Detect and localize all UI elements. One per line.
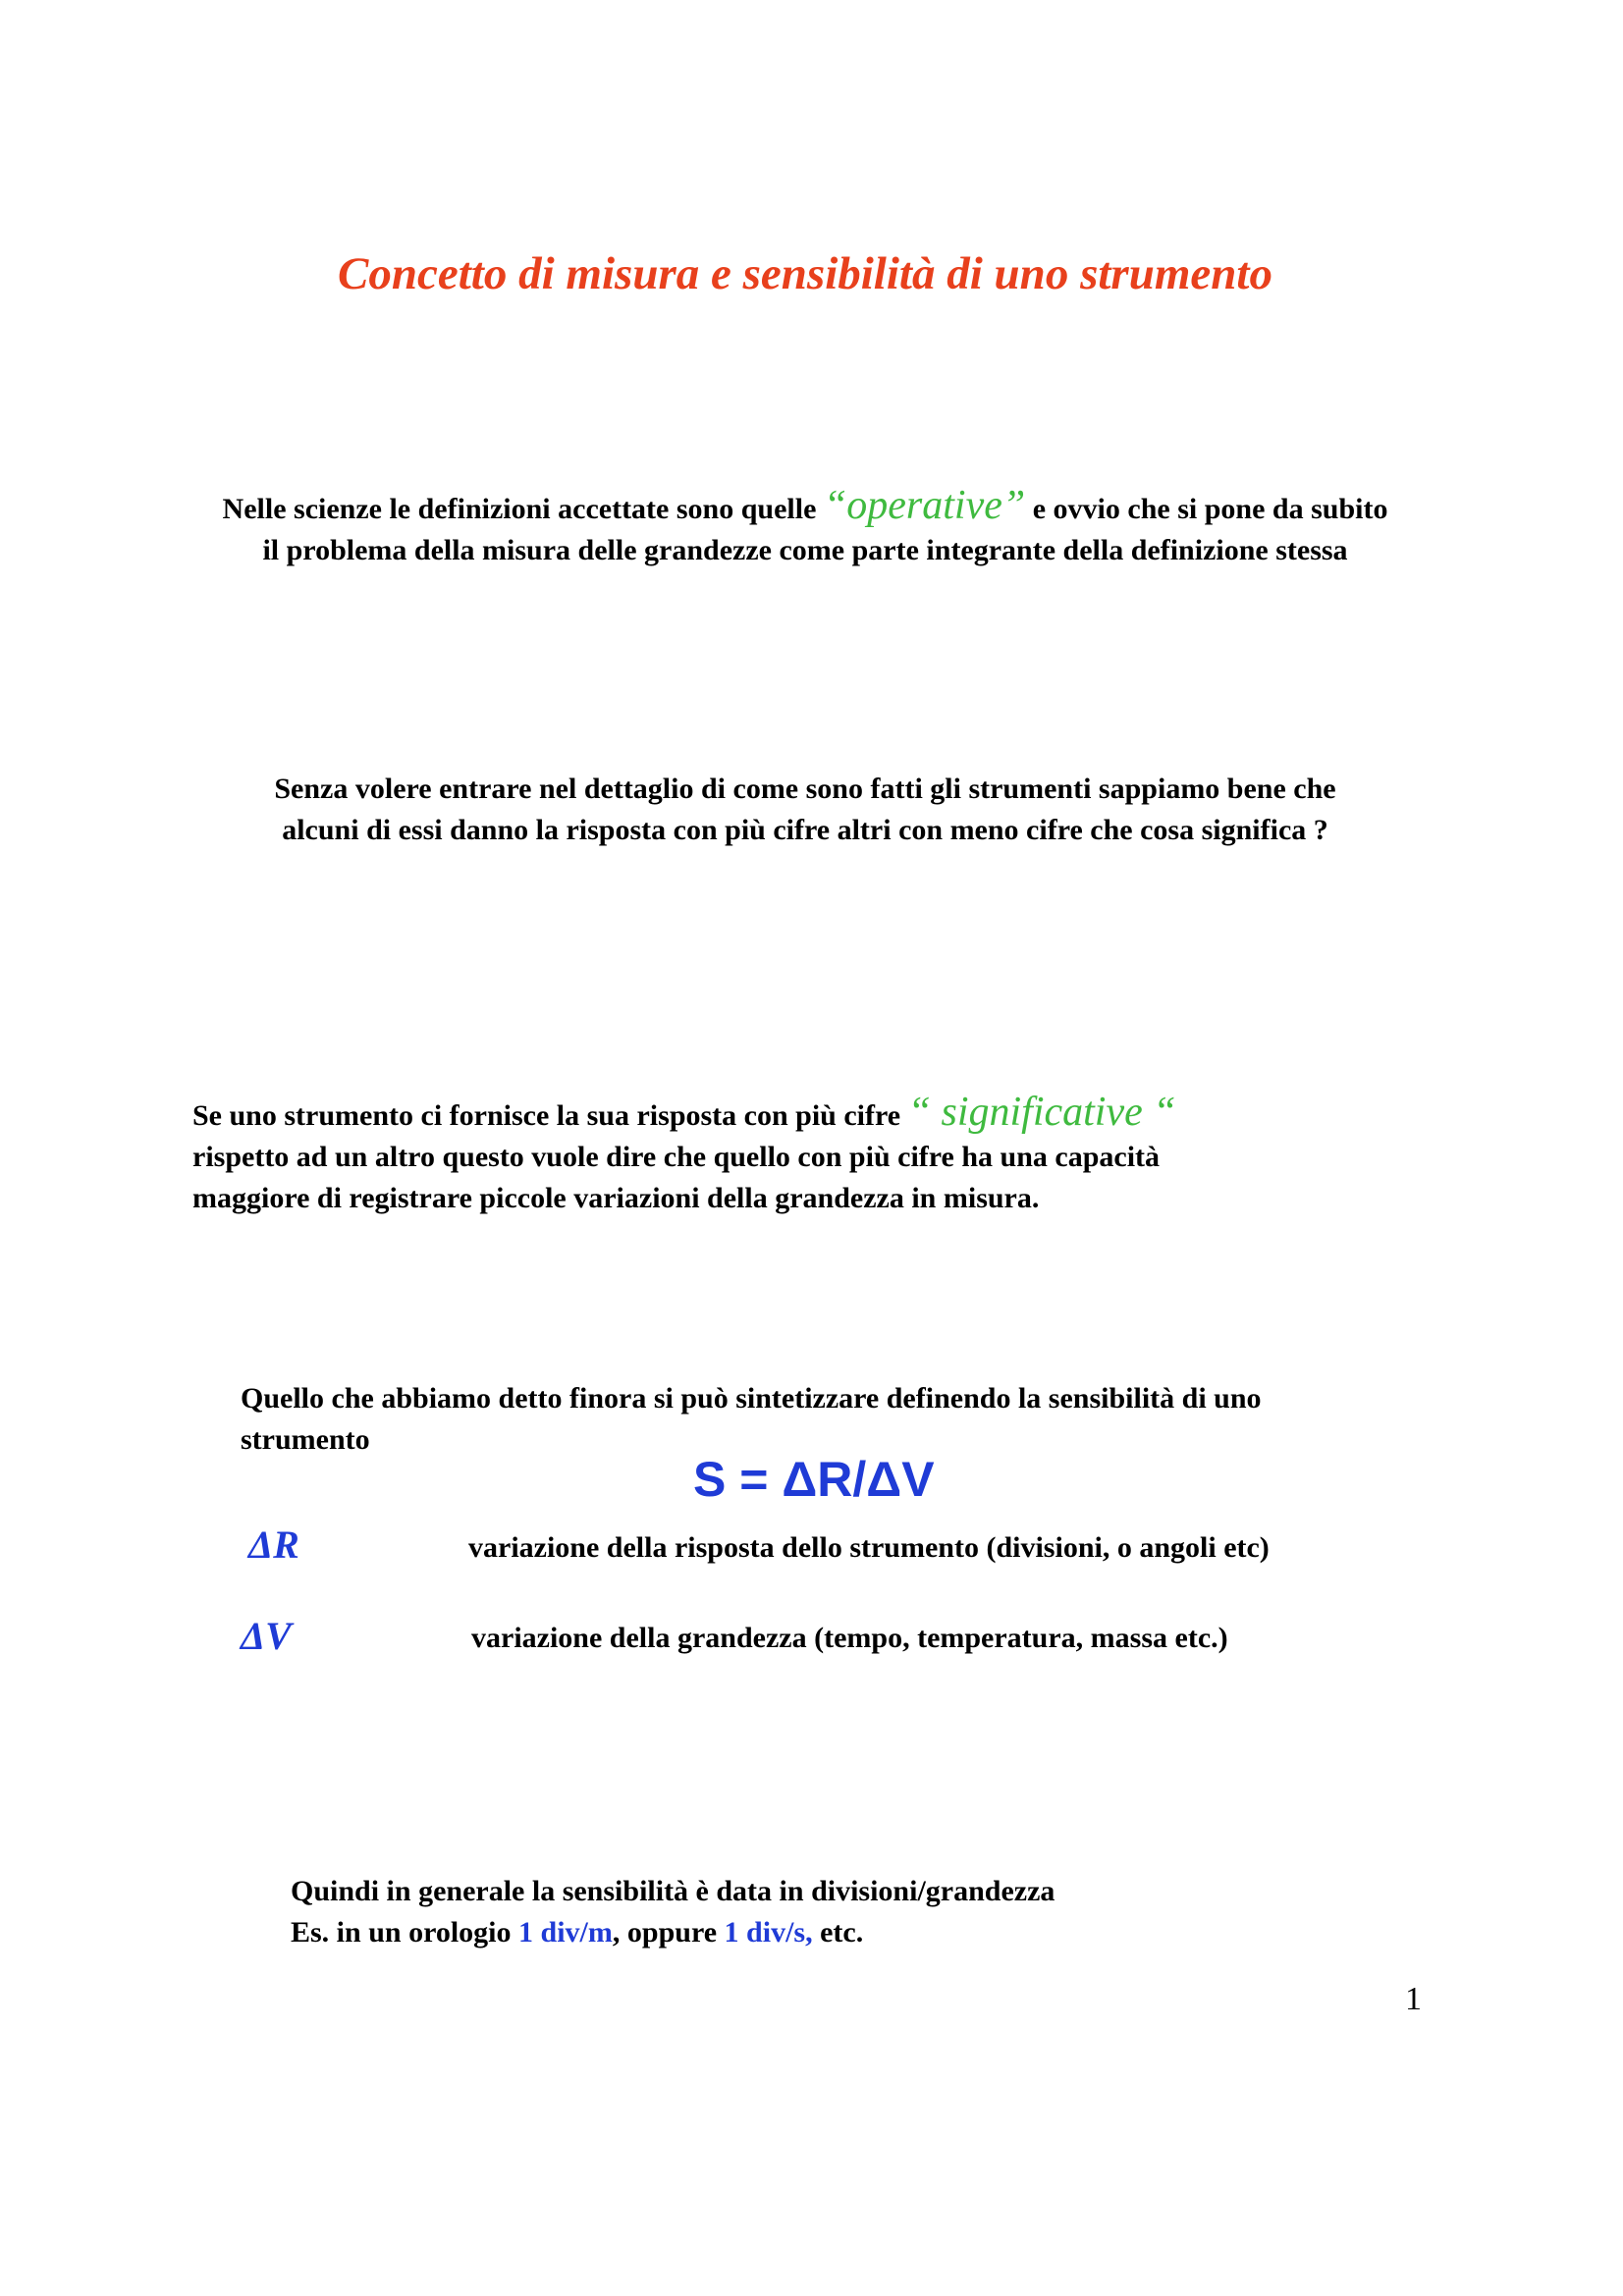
paragraph-sensitivity-units [291,1871,1055,1953]
page-title: Concetto di misura e sensibilità di uno strumento [338,248,1272,299]
unit-div-per-minute: 1 div/m [518,1916,613,1949]
paragraph-instrument-digits [0,769,1610,851]
paragraph-line: rispetto ad un altro questo vuole dire che quello con più cifre ha una capacità [192,1141,1161,1173]
definition-delta-v: variazione della grandezza (tempo, temperatura, massa etc.) [471,1622,1228,1654]
symbol-delta-v: ΔV [241,1614,292,1658]
paragraph-line: Quello che abbiamo detto finora si può sintetizzare definendo la sensibilità di uno [241,1382,1262,1415]
page-number: 1 [1405,1981,1422,2017]
paragraph-line [291,1912,1055,1953]
paragraph-significant-digits [192,1088,1176,1219]
paragraph-line: strumento [241,1423,370,1456]
symbol-delta-r: ΔR [248,1522,299,1567]
text-segment: Nelle scienze le definizioni accettate sono quelle [222,493,824,525]
paragraph-operative-definitions [0,485,1610,571]
paragraph-line: il problema della misura delle grandezze come parte integrante della definizione stessa [262,534,1348,566]
definition-delta-r: variazione della risposta dello strumento (divisioni, o angoli etc) [468,1531,1270,1564]
emphasis-significative: “ significative “ [907,1090,1176,1135]
paragraph-line [192,1088,1176,1137]
paragraph-line: maggiore di registrare piccole variazioni della grandezza in misura. [192,1182,1040,1214]
paragraph-line: Senza volere entrare nel dettaglio di come sono fatti gli strumenti sappiamo bene che [274,773,1336,805]
paragraph-line: alcuni di essi danno la risposta con più cifre altri con meno cifre che cosa significa ? [282,814,1328,846]
text-segment: e ovvio che si pone da subito [1025,493,1388,525]
paragraph-line [0,485,1610,530]
unit-div-per-second: 1 div/s, [724,1916,813,1949]
text-segment: Se uno strumento ci fornisce la sua risposta con più cifre [192,1099,908,1132]
text-segment: etc. [812,1916,864,1949]
paragraph-sensitivity-definition [241,1378,1262,1461]
paragraph-line: Quindi in generale la sensibilità è data in divisioni/grandezza [291,1875,1055,1907]
text-segment: Es. in un orologio [291,1916,519,1949]
sensitivity-formula: S = ΔR/ΔV [693,1452,935,1507]
emphasis-operative: “operative” [823,483,1026,528]
text-segment: , oppure [612,1916,725,1949]
